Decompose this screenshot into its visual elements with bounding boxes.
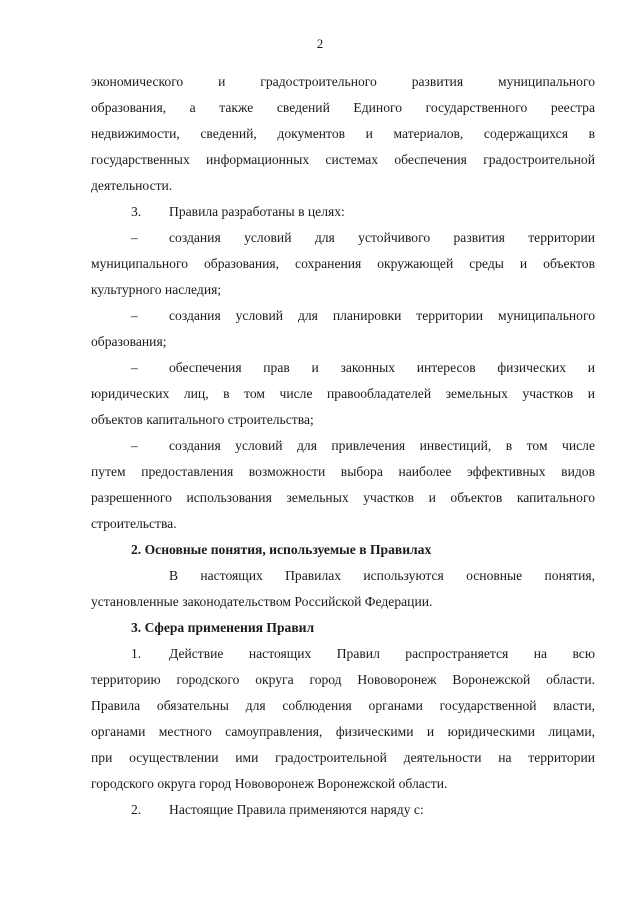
dash-marker: – (131, 360, 138, 375)
section-heading: 3. Сфера применения Правил (131, 620, 315, 635)
bullet-text: создания условий для устойчивого развития территории (169, 230, 595, 245)
page-content (91, 69, 595, 823)
page-number: 2 (316, 36, 324, 51)
paragraph-line: недвижимости, сведений, документов и материалов, содержащихся в (91, 126, 595, 141)
paragraph-line: государственных информационных системах обеспечения градостроительной (91, 152, 595, 167)
paragraph-line: образования, а также сведений Единого государственного реестра (91, 100, 595, 115)
dash-marker: – (131, 308, 138, 323)
paragraph-line: деятельности. (91, 178, 173, 193)
paragraph-first-line (91, 563, 595, 589)
bullet-text: создания условий для привлечения инвестиций, в том числе (169, 438, 595, 453)
bullet-item (91, 355, 595, 381)
item-text: Правила разработаны в целях: (169, 204, 345, 219)
numbered-item (91, 199, 595, 225)
section-heading: 2. Основные понятия, используемые в Правилах (131, 542, 432, 557)
bullet-text: создания условий для планировки территории муниципального (169, 308, 595, 323)
item-number: 2. (131, 802, 142, 817)
dash-marker: – (131, 438, 138, 453)
paragraph-line: установленные законодательством Российской Федерации. (91, 594, 433, 609)
bullet-text: обеспечения прав и законных интересов физических и (169, 360, 595, 375)
bullet-line: разрешенного использования земельных участков и объектов капитального (91, 490, 595, 505)
item-text: Действие настоящих Правил распространяется на всю (169, 646, 595, 661)
item-line: Правила обязательны для соблюдения органами государственной власти, (91, 698, 595, 713)
item-number: 3. (131, 204, 142, 219)
bullet-line: путем предоставления возможности выбора наиболее эффективных видов (91, 464, 595, 479)
bullet-line: объектов капитального строительства; (91, 412, 314, 427)
bullet-line: юридических лиц, в том числе правообладателей земельных участков и (91, 386, 595, 401)
item-line: органами местного самоуправления, физическими и юридическими лицами, (91, 724, 595, 739)
numbered-item (91, 641, 595, 667)
paragraph-line: экономического и градостроительного развития муниципального (91, 74, 595, 89)
item-number: 1. (131, 646, 142, 661)
paragraph-text: В настоящих Правилах используются основные понятия, (169, 568, 595, 583)
bullet-item (91, 303, 595, 329)
bullet-line: муниципального образования, сохранения окружающей среды и объектов (91, 256, 595, 271)
bullet-line: строительства. (91, 516, 177, 531)
numbered-item (91, 797, 595, 823)
bullet-item (91, 433, 595, 459)
item-line: городского округа город Нововоронеж Воронежской области. (91, 776, 448, 791)
item-line: при осуществлении ими градостроительной деятельности на территории (91, 750, 595, 765)
bullet-line: образования; (91, 334, 167, 349)
item-line: территорию городского округа город Нововоронеж Воронежской области. (91, 672, 595, 687)
bullet-line: культурного наследия; (91, 282, 222, 297)
item-text: Настоящие Правила применяются наряду с: (169, 802, 424, 817)
bullet-item (91, 225, 595, 251)
dash-marker: – (131, 230, 138, 245)
